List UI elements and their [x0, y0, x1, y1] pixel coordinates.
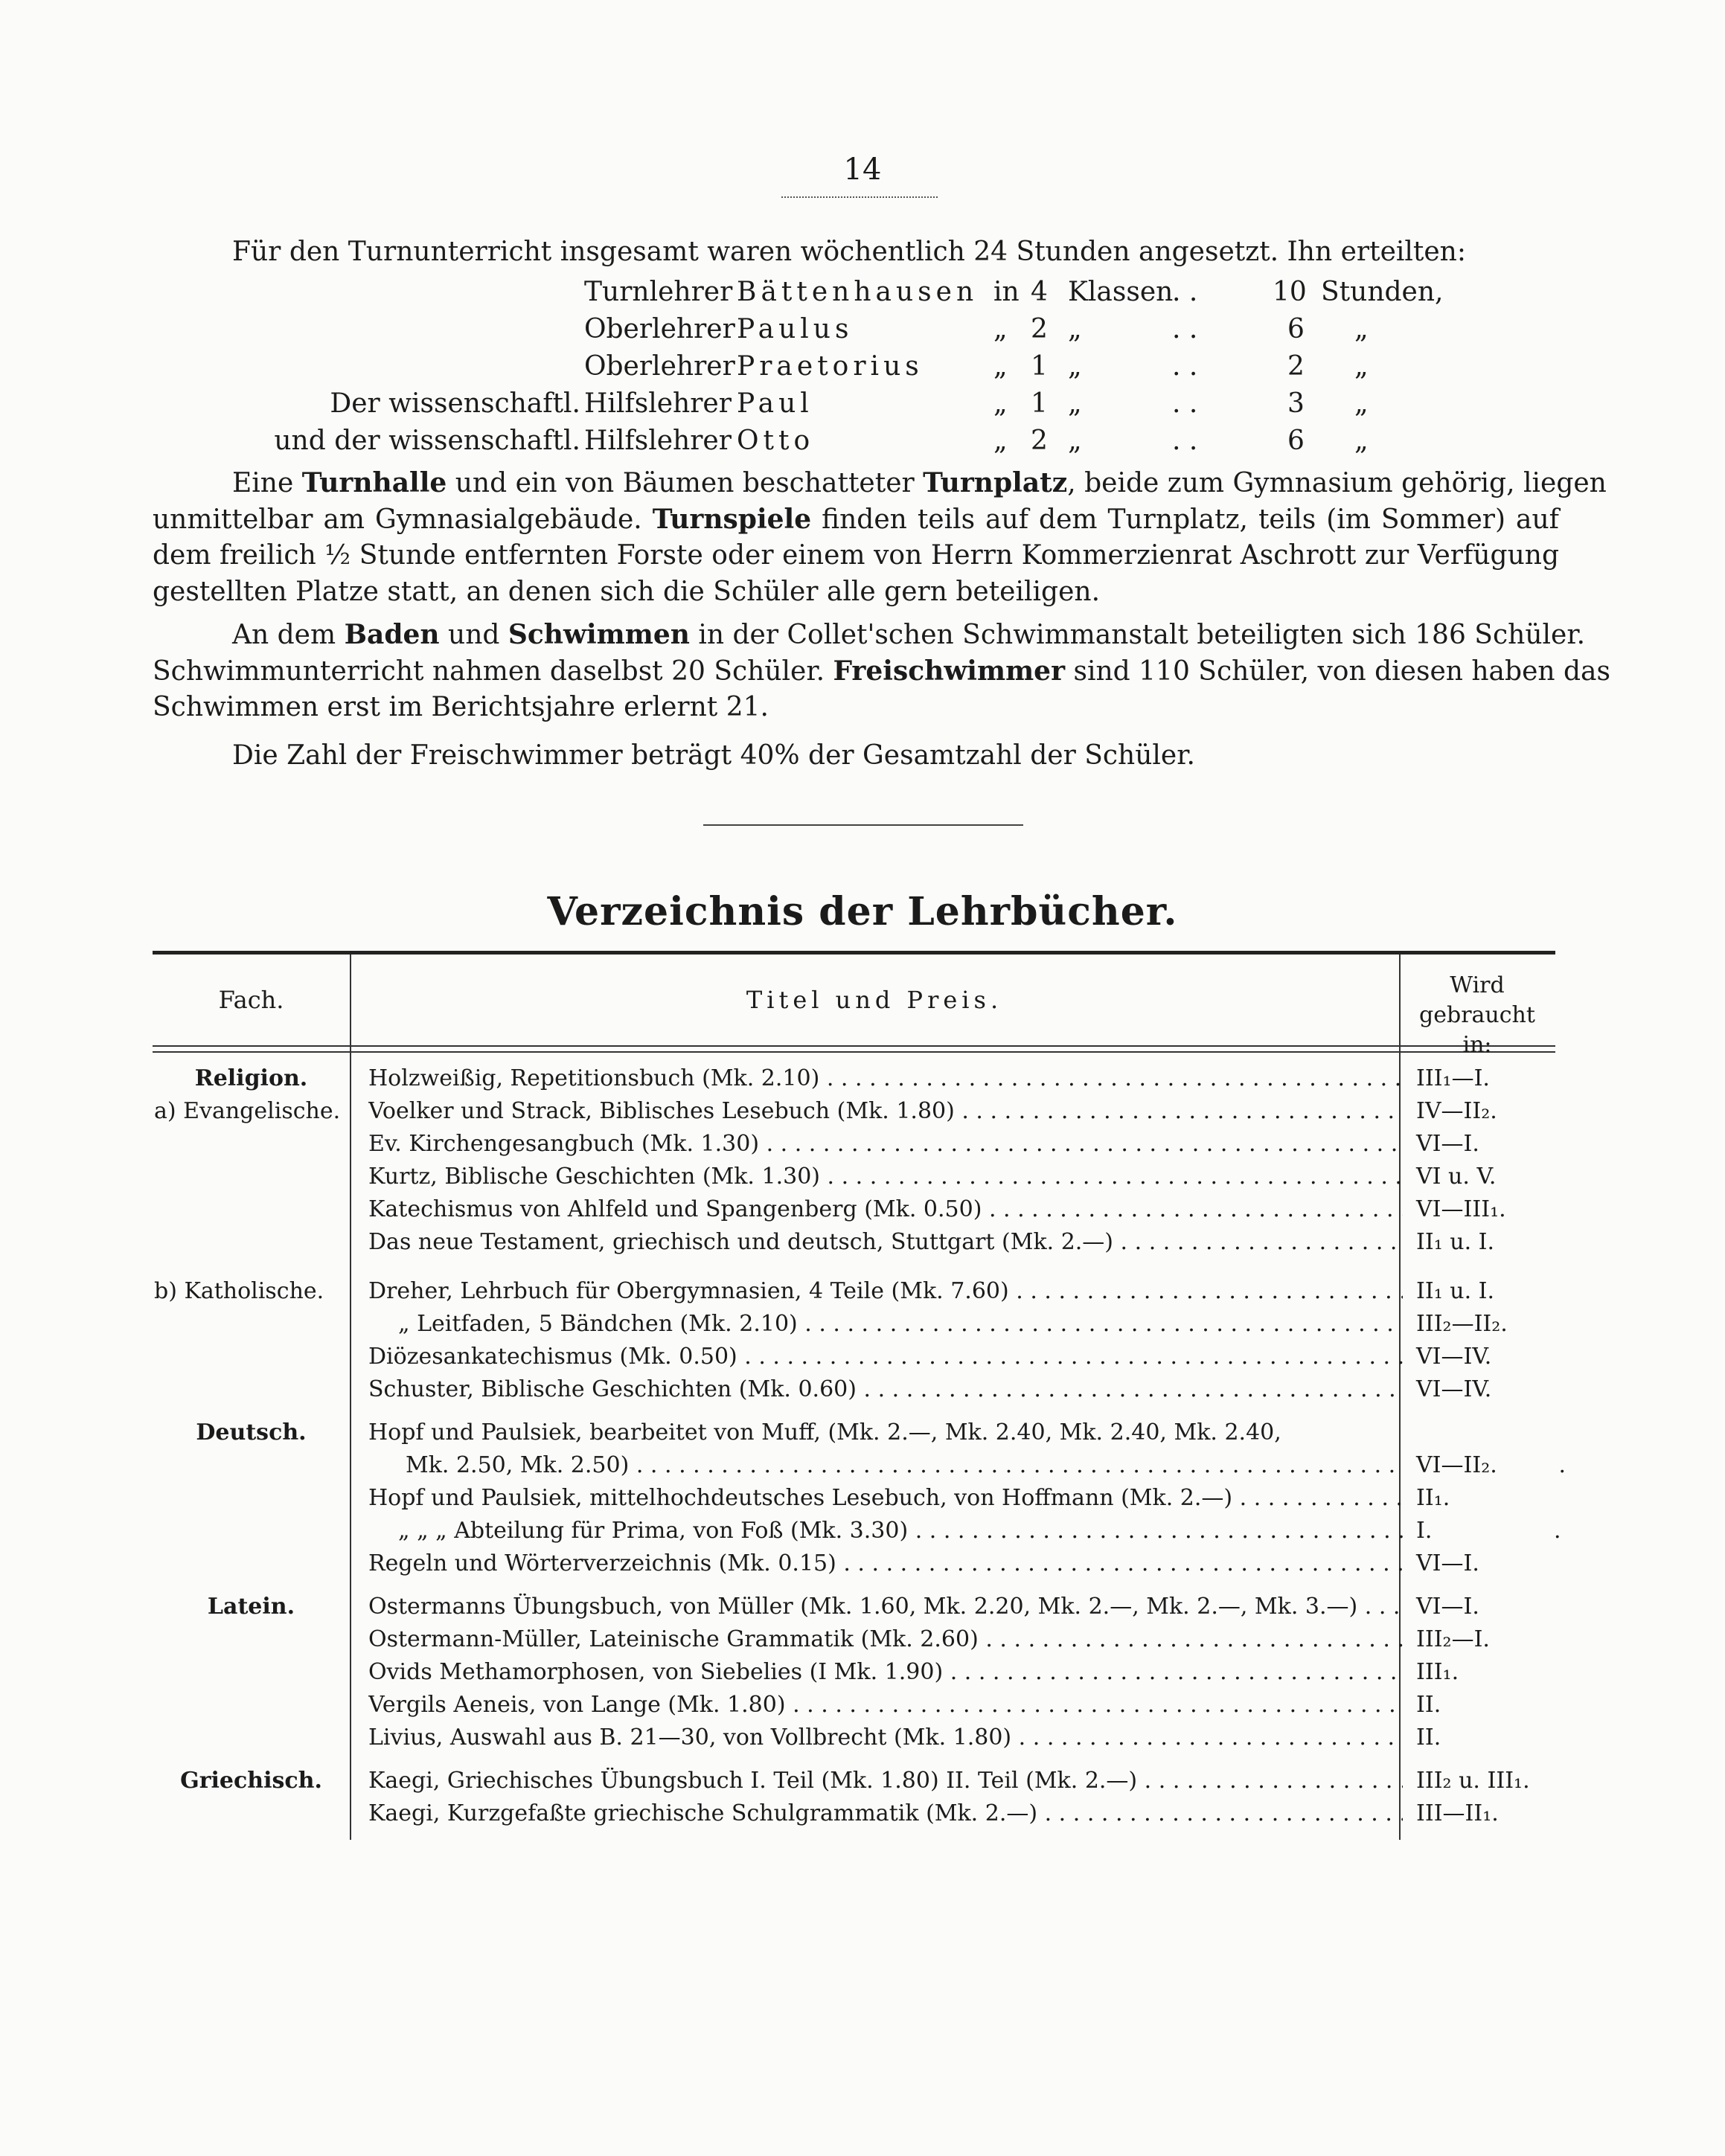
row-used-in: II₁.	[1403, 1485, 1554, 1511]
teacher-classes-unit: „	[1068, 314, 1082, 344]
paragraph-line	[232, 619, 1586, 650]
emphasis-term: Freischwimmer	[833, 655, 1066, 687]
teacher-name: Otto	[737, 426, 815, 456]
gym-paragraph-freeswimmers: Die Zahl der Freischwimmer beträgt 40% der Gesamtzahl der Schüler.	[232, 740, 1195, 771]
teacher-hours-unit: „	[1354, 351, 1369, 382]
emphasis-term: Baden	[344, 619, 440, 650]
paragraph-line	[153, 692, 1559, 722]
row-used-in: VI—IV.	[1403, 1344, 1554, 1370]
teacher-leader-dots: . .	[1172, 388, 1198, 419]
teacher-leader-dots: . .	[1172, 277, 1198, 307]
teacher-role: Turnlehrer	[584, 277, 733, 307]
row-used-in: II.	[1403, 1692, 1554, 1718]
row-title: „ Leitfaden, 5 Bändchen (Mk. 2.10) . . .	[368, 1311, 1559, 1337]
row-used-in: III₂ u. III₁.	[1403, 1768, 1554, 1794]
teacher-classes-unit: „	[1068, 426, 1082, 456]
row-title: Ev. Kirchengesangbuch (Mk. 1.30) . . .	[368, 1131, 1529, 1157]
row-title: Hopf und Paulsiek, mittelhochdeutsches Lesebuch, von Hoffmann (Mk. 2.—) . . .	[368, 1485, 1529, 1511]
row-used-in: VI—IV.	[1403, 1376, 1554, 1402]
emphasis-term: Turnhalle	[301, 467, 447, 498]
table-row	[153, 1196, 1555, 1231]
teacher-classes-word: „	[993, 388, 1008, 419]
row-used-in: III—II₁.	[1403, 1800, 1554, 1826]
row-used-in: II₁ u. I.	[1403, 1278, 1554, 1304]
text-run: Schwimmunterricht nahmen daselbst 20 Schüler.	[153, 656, 833, 687]
teacher-hours-unit: „	[1354, 388, 1369, 419]
text-run: und	[439, 620, 508, 650]
emphasis-term: Turnplatz	[923, 467, 1068, 498]
row-title: Kurtz, Biblische Geschichten (Mk. 1.30) . . .	[368, 1164, 1529, 1190]
row-used-in: I.	[1403, 1518, 1554, 1544]
teacher-classes-word: in	[993, 277, 1020, 307]
teacher-hours-unit: „	[1354, 314, 1369, 344]
teacher-leader-dots: . .	[1172, 351, 1198, 382]
row-used-in: VI—I.	[1403, 1550, 1554, 1576]
text-run: in der Collet'schen Schwimmanstalt beteiligten sich 186 Schüler.	[689, 620, 1586, 650]
table-row	[153, 1800, 1555, 1835]
table-row	[153, 1065, 1555, 1100]
row-subject: Deutsch.	[196, 1419, 307, 1446]
row-title: Mk. 2.50, Mk. 2.50) . . .	[368, 1452, 1566, 1478]
row-title: Dreher, Lehrbuch für Obergymnasien, 4 Teile (Mk. 7.60) . . .	[368, 1278, 1529, 1304]
teacher-name: Bättenhausen	[737, 277, 979, 307]
row-subject: Latein.	[207, 1594, 295, 1620]
teacher-classes: 4	[1031, 277, 1048, 307]
teacher-name: Paulus	[737, 314, 854, 344]
table-row	[153, 1098, 1555, 1132]
row-used-in: III₂—II₂.	[1403, 1311, 1554, 1337]
row-used-in: VI u. V.	[1403, 1164, 1554, 1190]
table-row	[153, 1692, 1555, 1726]
table-header-rule	[153, 1045, 1555, 1047]
teacher-classes: 2	[1031, 426, 1048, 456]
text-run: unmittelbar am Gymnasialgebäude.	[153, 504, 653, 535]
row-used-in: VI—II₂.	[1403, 1452, 1554, 1478]
table-row	[153, 1659, 1555, 1693]
text-run: sind 110 Schüler, von diesen haben das	[1065, 656, 1610, 687]
row-title: Livius, Auswahl aus B. 21—30, von Vollbrecht (Mk. 1.80) . . .	[368, 1725, 1529, 1751]
teacher-leader-dots: . .	[1172, 426, 1198, 456]
teacher-hours: 6	[1287, 426, 1305, 456]
teacher-role: Hilfslehrer	[584, 426, 732, 456]
text-run: , beide zum Gymnasium gehörig, liegen	[1067, 468, 1607, 498]
emphasis-term: Schwimmen	[508, 619, 690, 650]
teacher-role: Hilfslehrer	[584, 388, 732, 419]
page-number: 14	[843, 153, 882, 187]
table-row	[153, 1278, 1555, 1312]
row-subject: a) Evangelische.	[154, 1098, 341, 1124]
table-row	[153, 1594, 1555, 1628]
row-used-in: III₁—I.	[1403, 1065, 1554, 1091]
row-title: Holzweißig, Repetitionsbuch (Mk. 2.10) . . .	[368, 1065, 1529, 1091]
teacher-prefix: und der wissenschaftl.	[274, 426, 580, 456]
table-row	[153, 1376, 1555, 1411]
teacher-hours-unit: Stunden,	[1321, 277, 1444, 307]
teacher-classes-word: „	[993, 426, 1008, 456]
teacher-hours-unit: „	[1354, 426, 1369, 456]
paragraph-line	[153, 577, 1559, 607]
row-title: „ „ „ Abteilung für Prima, von Foß (Mk. 3.30) . . .	[368, 1518, 1559, 1544]
text-run: Schwimmen erst im Berichtsjahre erlernt 21.	[153, 692, 769, 722]
row-subject: b) Katholische.	[154, 1278, 324, 1304]
row-used-in: VI—I.	[1403, 1131, 1554, 1157]
table-row	[153, 1768, 1555, 1802]
row-title: Katechismus von Ahlfeld und Spangenberg (Mk. 0.50) . . .	[368, 1196, 1529, 1222]
row-used-in: VI—III₁.	[1403, 1196, 1554, 1222]
teacher-role: Oberlehrer	[584, 351, 735, 382]
text-run: gestellten Platze statt, an denen sich die Schüler alle gern beteiligen.	[153, 577, 1101, 607]
paragraph-line	[153, 504, 1559, 535]
text-run: Eine	[232, 468, 302, 498]
table-row	[153, 1550, 1555, 1585]
table-row	[153, 1725, 1555, 1759]
table-row	[153, 1485, 1555, 1519]
row-title: Kaegi, Kurzgefaßte griechische Schulgrammatik (Mk. 2.—) . . .	[368, 1800, 1529, 1826]
table-row	[153, 1518, 1555, 1552]
emphasis-term: Turnspiele	[652, 504, 812, 535]
teacher-prefix: Der wissenschaftl.	[330, 388, 580, 419]
text-run: finden teils auf dem Turnplatz, teils (im Sommer) auf	[811, 504, 1559, 535]
row-title: Schuster, Biblische Geschichten (Mk. 0.60) . . .	[368, 1376, 1529, 1402]
row-used-in: VI—I.	[1403, 1594, 1554, 1620]
section-title: Verzeichnis der Lehrbücher.	[547, 889, 1178, 934]
col-header-used: Wird gebraucht in:	[1419, 972, 1535, 1058]
table-row	[153, 1229, 1555, 1263]
text-run: dem freilich ½ Stunde entfernten Forste oder einem von Herrn Kommerzienrat Aschrott zur Verfügung	[153, 540, 1559, 571]
table-row	[153, 1626, 1555, 1661]
teacher-classes: 1	[1031, 388, 1048, 419]
paragraph-line	[232, 467, 1607, 498]
row-used-in: III₂—I.	[1403, 1626, 1554, 1652]
table-row	[153, 1419, 1555, 1454]
teacher-classes-unit: Klassen	[1068, 277, 1174, 307]
row-title: Ostermanns Übungsbuch, von Müller (Mk. 1.60, Mk. 2.20, Mk. 2.—, Mk. 2.—, Mk. 3.—) . . .	[368, 1594, 1529, 1620]
row-subject: Religion.	[194, 1065, 308, 1091]
row-title: Voelker und Strack, Biblisches Lesebuch (Mk. 1.80) . . .	[368, 1098, 1529, 1124]
text-run: und ein von Bäumen beschatteter	[447, 468, 924, 498]
row-title: Ostermann-Müller, Lateinische Grammatik (Mk. 2.60) . . .	[368, 1626, 1529, 1652]
teacher-leader-dots: . .	[1172, 314, 1198, 344]
table-row	[153, 1311, 1555, 1345]
section-divider	[703, 824, 1023, 826]
row-title: Regeln und Wörterverzeichnis (Mk. 0.15) . . .	[368, 1550, 1529, 1576]
page-number-ornament	[781, 192, 938, 198]
row-used-in: II.	[1403, 1725, 1554, 1751]
table-row	[153, 1452, 1555, 1486]
col-header-subject: Fach.	[218, 986, 284, 1014]
text-run: An dem	[232, 620, 345, 650]
row-title: Diözesankatechismus (Mk. 0.50) . . .	[368, 1344, 1529, 1370]
row-title: Das neue Testament, griechisch und deutsch, Stuttgart (Mk. 2.—) . . .	[368, 1229, 1529, 1255]
table-row	[153, 1164, 1555, 1198]
row-subject: Griechisch.	[180, 1768, 322, 1794]
teacher-classes-unit: „	[1068, 351, 1082, 382]
table-top-rule	[153, 951, 1555, 955]
teacher-classes: 2	[1031, 314, 1048, 344]
teacher-role: Oberlehrer	[584, 314, 735, 344]
teacher-classes: 1	[1031, 351, 1048, 382]
teacher-name: Praetorius	[737, 351, 924, 382]
row-used-in: III₁.	[1403, 1659, 1554, 1685]
row-title: Vergils Aeneis, von Lange (Mk. 1.80) . . .	[368, 1692, 1529, 1718]
teacher-name: Paul	[737, 388, 813, 419]
row-title: Ovids Methamorphosen, von Siebelies (I Mk. 1.90) . . .	[368, 1659, 1529, 1685]
row-used-in: IV—II₂.	[1403, 1098, 1554, 1124]
paragraph-line	[153, 655, 1610, 687]
paragraph-line	[153, 540, 1559, 571]
teacher-classes-word: „	[993, 351, 1008, 382]
teacher-classes-unit: „	[1068, 388, 1082, 419]
teacher-hours: 3	[1287, 388, 1305, 419]
teacher-hours: 10	[1273, 277, 1307, 307]
teacher-hours: 2	[1287, 351, 1305, 382]
teacher-classes-word: „	[993, 314, 1008, 344]
table-row	[153, 1344, 1555, 1378]
gym-intro: Für den Turnunterricht insgesamt waren wöchentlich 24 Stunden angesetzt. Ihn erteilten:	[232, 237, 1466, 267]
row-title: Kaegi, Griechisches Übungsbuch I. Teil (Mk. 1.80) II. Teil (Mk. 2.—) . . .	[368, 1768, 1529, 1794]
row-title: Hopf und Paulsiek, bearbeitet von Muff, (Mk. 2.—, Mk. 2.40, Mk. 2.40, Mk. 2.40,	[368, 1419, 1281, 1446]
teacher-hours: 6	[1287, 314, 1305, 344]
table-header-rule-double	[153, 1051, 1555, 1053]
row-used-in: II₁ u. I.	[1403, 1229, 1554, 1255]
col-header-title: Titel und Preis.	[746, 986, 1003, 1014]
table-row	[153, 1131, 1555, 1165]
